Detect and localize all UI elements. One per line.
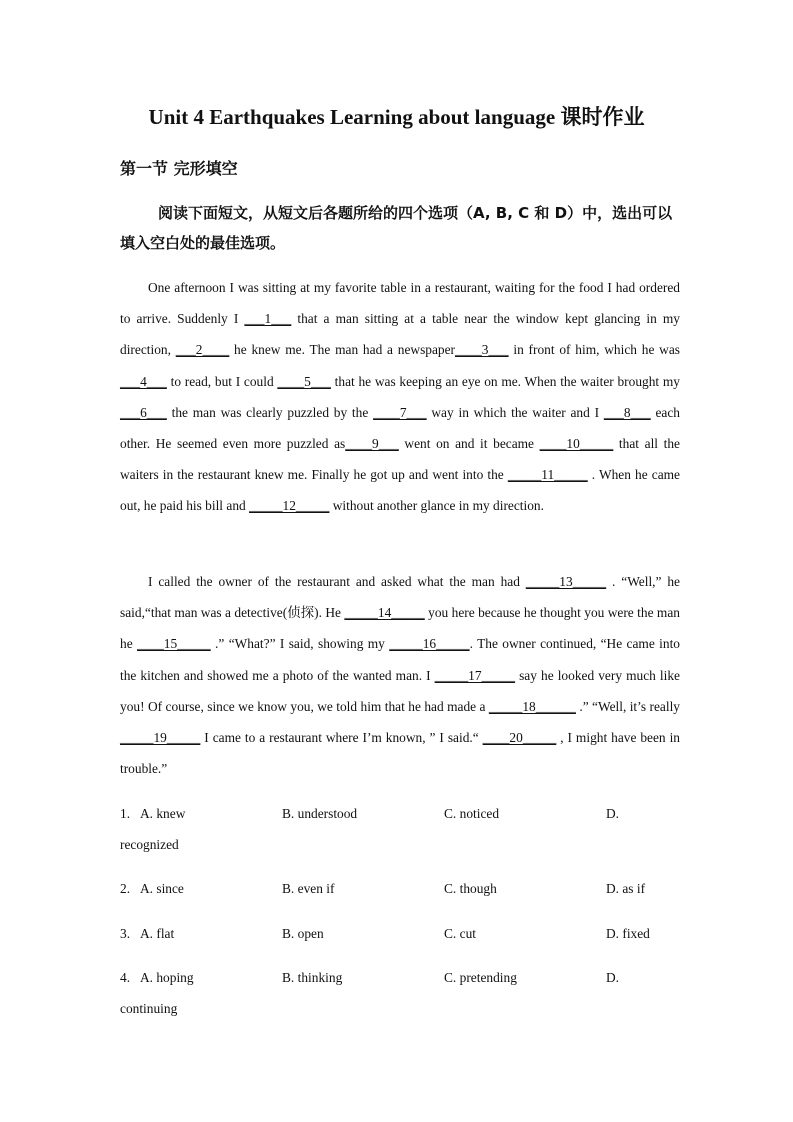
- section-heading: 第一节 完形填空: [120, 159, 238, 178]
- option-c: C. noticed: [444, 806, 500, 821]
- blank-13: _____13_____: [525, 574, 607, 589]
- option-a: A. knew: [140, 806, 186, 821]
- blank-15: ____15_____: [137, 636, 211, 652]
- blank-6: ___6___: [120, 404, 167, 420]
- option-c: C. pretending: [444, 970, 517, 985]
- option-d-text: continuing: [120, 1001, 178, 1016]
- option-a: A. flat: [140, 926, 175, 941]
- blank-1: ___1___: [244, 311, 292, 327]
- passage-text: I came to a restaurant where I’m known, ” I said.“: [200, 730, 483, 746]
- passage-text: went on and it became: [398, 436, 540, 452]
- blank-16: _____16_____: [389, 636, 470, 652]
- passage-text: One afternoon I was sitting at my favorite table in a restaurant, waiting for the food I had ordered to arrive. Suddenly I: [120, 280, 680, 327]
- option-d-text: recognized: [120, 837, 179, 852]
- passage-text: . “Well,” he said,“that man was a detective(侦探). He: [120, 574, 680, 621]
- blank-9: ____9___: [345, 436, 399, 452]
- passage-text: that he was keeping an eye on me. When the waiter brought my: [330, 373, 680, 389]
- blank-20: ____20_____: [482, 730, 557, 746]
- passage-text: each other. He seemed even more puzzled as: [120, 404, 680, 452]
- passage-text: that all the waiters in the restaurant knew me. Finally he got up and went into the: [120, 436, 680, 483]
- blank-14: _____14_____: [344, 605, 425, 621]
- blank-12: _____12_____: [249, 498, 330, 514]
- instructions: 阅读下面短文，从短文后各题所给的四个选项（A, B, C 和 D）中，选出可以填入空白处的最佳选项。: [120, 204, 673, 252]
- blank-17: _____17_____: [434, 667, 516, 683]
- option-d: D. fixed: [606, 926, 650, 941]
- passage-text: he knew me. The man had a newspaper: [229, 342, 456, 358]
- question-number: 1.: [120, 806, 131, 821]
- passage-text: the man was clearly puzzled by the: [166, 404, 374, 420]
- option-b: B. open: [282, 926, 324, 941]
- passage-text: say he looked very much like you! Of course, since we know you, we told him that he had made a: [120, 667, 680, 714]
- option-b: B. understood: [282, 806, 358, 821]
- passage-text: without another glance in my direction.: [329, 498, 544, 514]
- blank-5: ____5___: [277, 373, 331, 389]
- blank-8: ___8___: [603, 404, 651, 420]
- passage-text: . When he came out, he paid his bill and: [120, 467, 681, 514]
- passage-text: to read, but I could: [166, 373, 278, 389]
- blank-18: _____18______: [488, 698, 576, 714]
- blank-7: ____7___: [373, 404, 427, 420]
- option-b: B. even if: [282, 881, 335, 896]
- option-c: C. cut: [444, 926, 476, 941]
- blank-11: _____11_____: [507, 467, 588, 483]
- blank-10: ____10_____: [539, 436, 614, 452]
- question-number: 2.: [120, 881, 131, 896]
- passage-text: . The owner continued, “He came into the kitchen and showed me a photo of the wanted man. I: [120, 636, 680, 683]
- passage-paragraph-2: [120, 566, 680, 784]
- option-d: D. as if: [606, 881, 646, 896]
- passage-text: , I might have been in trouble.”: [120, 730, 680, 777]
- option-a: A. hoping: [140, 970, 194, 985]
- blank-3: ____3___: [455, 342, 509, 358]
- blank-19: _____19_____: [120, 730, 201, 746]
- question-number: 3.: [120, 926, 131, 941]
- option-d: D.: [606, 970, 620, 985]
- blank-4: ___4___: [120, 373, 167, 389]
- passage-paragraph-1: [120, 272, 680, 522]
- passage-text: in front of him, which he was: [508, 342, 680, 358]
- option-a: A. since: [140, 881, 184, 896]
- passage-text: .” “Well, it’s really: [575, 698, 680, 714]
- passage-text: .” “What?” I said, showing my: [210, 636, 390, 652]
- passage-text: you here because he thought you were the man he: [120, 605, 680, 652]
- option-c: C. though: [444, 881, 497, 896]
- option-d: D.: [606, 806, 620, 821]
- option-b: B. thinking: [282, 970, 343, 985]
- blank-2: ___2____: [175, 342, 230, 358]
- question-number: 4.: [120, 970, 131, 985]
- passage-text: that a man sitting at a table near the window kept glancing in my direction,: [120, 311, 681, 358]
- passage-text: way in which the waiter and I: [426, 404, 604, 420]
- document-title: Unit 4 Earthquakes Learning about language 课时作业: [148, 105, 645, 129]
- passage-text: I called the owner of the restaurant and asked what the man had: [148, 574, 526, 589]
